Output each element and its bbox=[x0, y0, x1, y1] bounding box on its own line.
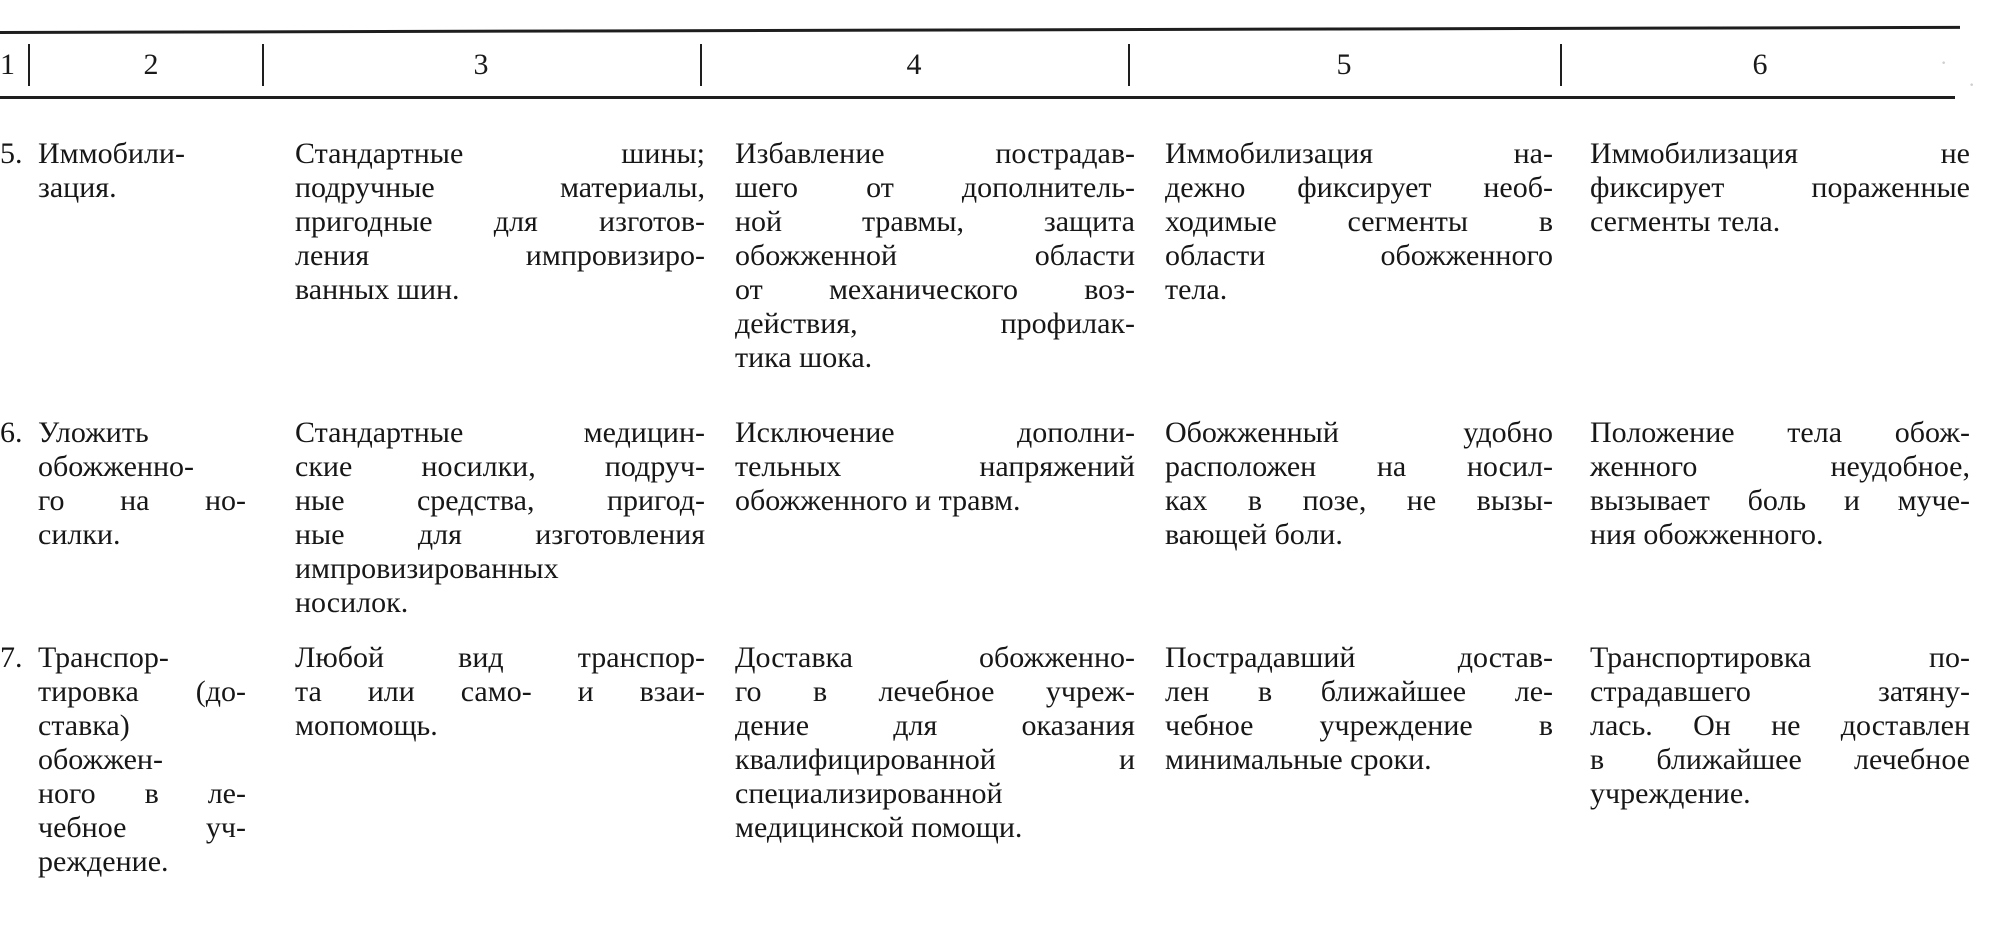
row-7-error bbox=[1590, 641, 1970, 811]
scan-speck: · bbox=[1968, 72, 1976, 97]
cell-line: лен в ближайшее ле- bbox=[1165, 675, 1553, 708]
cell-line: шего от дополнитель- bbox=[735, 171, 1135, 204]
row-7-correct-result bbox=[1165, 641, 1553, 777]
column-divider bbox=[28, 44, 30, 86]
column-header-3: 3 bbox=[473, 48, 489, 81]
cell-line: силки. bbox=[38, 518, 121, 551]
cell-line: Уложить bbox=[38, 416, 149, 449]
table-header-rule bbox=[0, 96, 1955, 99]
cell-line: обожженного и травм. bbox=[735, 484, 1021, 517]
row-5-error bbox=[1590, 137, 1970, 239]
cell-line: обожжен- bbox=[38, 743, 163, 776]
cell-line: тельных напряжений bbox=[735, 450, 1135, 483]
cell-line: лась. Он не доставлен bbox=[1590, 709, 1970, 742]
cell-line: минимальные сроки. bbox=[1165, 743, 1432, 776]
cell-line: Стандартные шины; bbox=[295, 137, 705, 170]
cell-line: расположен на носил- bbox=[1165, 450, 1553, 483]
cell-line: вызывает боль и муче- bbox=[1590, 484, 1970, 517]
column-header-5: 5 bbox=[1336, 48, 1352, 81]
cell-line: чебное уч- bbox=[38, 811, 246, 844]
row-5-procedure bbox=[38, 137, 246, 205]
column-header-6: 6 bbox=[1752, 48, 1768, 81]
row-7-purpose bbox=[735, 641, 1135, 845]
cell-line: ках в позе, не вызы- bbox=[1165, 484, 1553, 517]
cell-line: женного неудобное, bbox=[1590, 450, 1970, 483]
scan-speck: · bbox=[1940, 50, 1948, 75]
cell-line: та или само- и взаи- bbox=[295, 675, 705, 708]
row-number: 6. bbox=[0, 416, 23, 449]
cell-line: области обожженного bbox=[1165, 239, 1553, 272]
cell-line: Положение тела обож- bbox=[1590, 416, 1970, 449]
cell-line: мопомощь. bbox=[295, 709, 438, 742]
cell-line: обожженно- bbox=[38, 450, 194, 483]
cell-line: Транспортировка по- bbox=[1590, 641, 1970, 674]
cell-line: ные средства, пригод- bbox=[295, 484, 705, 517]
cell-line: тировка (до- bbox=[38, 675, 246, 708]
cell-line: Исключение дополни- bbox=[735, 416, 1135, 449]
cell-line: Иммобили- bbox=[38, 137, 185, 170]
cell-line: ного в ле- bbox=[38, 777, 246, 810]
row-6-error bbox=[1590, 416, 1970, 552]
cell-line: ские носилки, подруч- bbox=[295, 450, 705, 483]
row-7-procedure bbox=[38, 641, 246, 879]
table-top-rule bbox=[0, 26, 1960, 34]
cell-line: Иммобилизация не bbox=[1590, 137, 1970, 170]
row-6-procedure bbox=[38, 416, 246, 552]
column-header-2: 2 bbox=[143, 48, 159, 81]
cell-line: Любой вид транспор- bbox=[295, 641, 705, 674]
cell-line: ные для изготовления bbox=[295, 518, 705, 551]
cell-line: импровизированных bbox=[295, 552, 559, 585]
cell-line: ния обожженного. bbox=[1590, 518, 1824, 551]
cell-line: действия, профилак- bbox=[735, 307, 1135, 340]
row-7-materials bbox=[295, 641, 705, 743]
cell-line: дение для оказания bbox=[735, 709, 1135, 742]
cell-line: от механического воз- bbox=[735, 273, 1135, 306]
row-5-materials bbox=[295, 137, 705, 307]
cell-line: носилок. bbox=[295, 586, 409, 619]
cell-line: специализированной bbox=[735, 777, 1003, 810]
cell-line: ной травмы, защита bbox=[735, 205, 1135, 238]
cell-line: Избавление пострадав- bbox=[735, 137, 1135, 170]
column-header-1: 1 bbox=[0, 48, 15, 81]
cell-line: ления импровизиро- bbox=[295, 239, 705, 272]
cell-line: ходимые сегменты в bbox=[1165, 205, 1553, 238]
cell-line: подручные материалы, bbox=[295, 171, 705, 204]
cell-line: обожженной области bbox=[735, 239, 1135, 272]
cell-line: го в лечебное учреж- bbox=[735, 675, 1135, 708]
row-number: 5. bbox=[0, 137, 23, 170]
cell-line: чебное учреждение в bbox=[1165, 709, 1553, 742]
row-5-correct-result bbox=[1165, 137, 1553, 307]
cell-line: зация. bbox=[38, 171, 117, 204]
row-5-purpose bbox=[735, 137, 1135, 375]
cell-line: квалифицированной и bbox=[735, 743, 1135, 776]
cell-line: вающей боли. bbox=[1165, 518, 1343, 551]
cell-line: тика шока. bbox=[735, 341, 873, 374]
cell-line: сегменты тела. bbox=[1590, 205, 1781, 238]
cell-line: пригодные для изготов- bbox=[295, 205, 705, 238]
column-header-4: 4 bbox=[906, 48, 922, 81]
cell-line: медицинской помощи. bbox=[735, 811, 1023, 844]
row-6-correct-result bbox=[1165, 416, 1553, 552]
row-6-materials bbox=[295, 416, 705, 620]
cell-line: Транспор- bbox=[38, 641, 169, 674]
row-number: 7. bbox=[0, 641, 23, 674]
cell-line: страдавшего затяну- bbox=[1590, 675, 1970, 708]
cell-line: ванных шин. bbox=[295, 273, 460, 306]
cell-line: учреждение. bbox=[1590, 777, 1751, 810]
cell-line: го на но- bbox=[38, 484, 246, 517]
cell-line: ставка) bbox=[38, 709, 130, 742]
cell-line: Доставка обожженно- bbox=[735, 641, 1135, 674]
cell-line: реждение. bbox=[38, 845, 169, 878]
cell-line: тела. bbox=[1165, 273, 1228, 306]
cell-line: дежно фиксирует необ- bbox=[1165, 171, 1553, 204]
cell-line: в ближайшее лечебное bbox=[1590, 743, 1970, 776]
cell-line: Обожженный удобно bbox=[1165, 416, 1553, 449]
cell-line: Пострадавший достав- bbox=[1165, 641, 1553, 674]
cell-line: фиксирует пораженные bbox=[1590, 171, 1970, 204]
cell-line: Стандартные медицин- bbox=[295, 416, 705, 449]
row-6-purpose bbox=[735, 416, 1135, 518]
cell-line: Иммобилизация на- bbox=[1165, 137, 1553, 170]
